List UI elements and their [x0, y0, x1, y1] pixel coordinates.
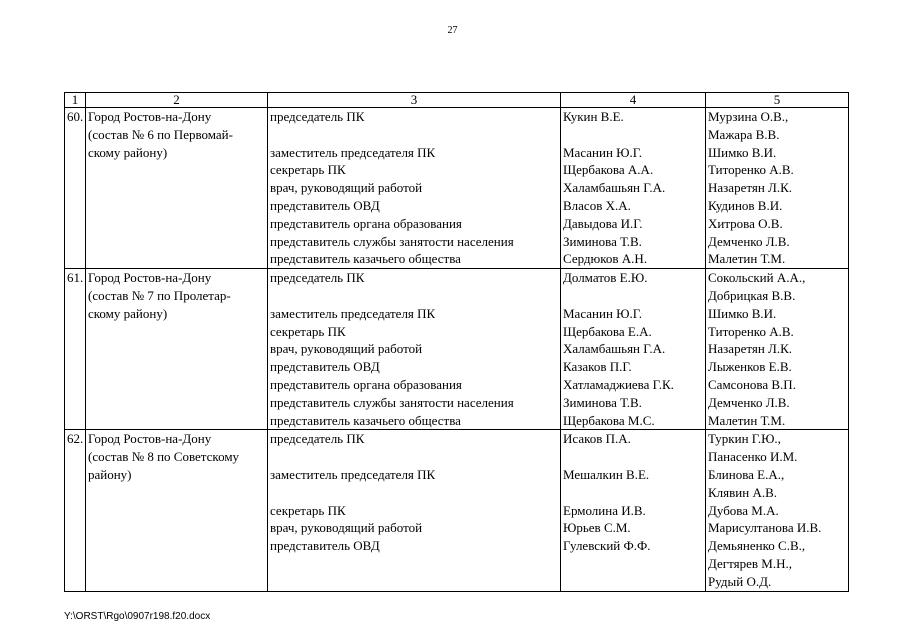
- table-row: [65, 108, 849, 269]
- role-line: [270, 126, 558, 144]
- member-line: Власов Х.А.: [563, 197, 631, 213]
- member-line: Халамбашьян Г.А.: [563, 180, 666, 196]
- reserve-line: Демьяненко С.В.,: [708, 538, 806, 554]
- reserve-line: Хитрова О.В.: [708, 215, 783, 231]
- role-line: председатель ПК: [270, 270, 365, 286]
- column-header: 2: [86, 93, 268, 108]
- location-line: Город Ростов-на-Дону: [88, 270, 212, 286]
- place-cell: [86, 430, 268, 591]
- table-header-row: [65, 93, 849, 108]
- column-header: 1: [65, 93, 86, 108]
- member-line: Масанин Ю.Г.: [563, 144, 643, 160]
- role-line: [270, 448, 558, 466]
- place-cell: [86, 269, 268, 430]
- role-line: представитель службы занятости населения: [270, 233, 514, 249]
- location-line: Город Ростов-на-Дону: [88, 431, 212, 447]
- member-line: [563, 448, 703, 466]
- member-line: Зиминова Т.В.: [563, 233, 642, 249]
- member-line: Щербакова А.А.: [563, 162, 654, 178]
- reserve-line: Добрицкая В.В.: [708, 287, 796, 303]
- reserve-line: Демченко Л.В.: [708, 394, 790, 410]
- roles-cell: [268, 430, 561, 591]
- role-line: [270, 287, 558, 305]
- role-line: представитель ОВД: [270, 197, 380, 213]
- member-line: [563, 573, 703, 591]
- role-line: председатель ПК: [270, 109, 365, 124]
- role-line: представитель органа образования: [270, 376, 462, 392]
- table-row: [65, 269, 849, 430]
- row-number: [65, 430, 86, 591]
- reserves-cell: [706, 108, 849, 269]
- member-line: Хатламаджиева Г.К.: [563, 376, 674, 392]
- member-line: Зиминова Т.В.: [563, 394, 642, 410]
- role-line: [270, 573, 558, 591]
- role-line: врач, руководящий работой: [270, 180, 423, 196]
- reserve-line: Дегтярев М.Н.,: [708, 555, 792, 571]
- reserve-line: Назаретян Л.К.: [708, 180, 793, 196]
- role-line: врач, руководящий работой: [270, 520, 423, 536]
- location-line: (состав № 7 по Пролетар-: [88, 287, 231, 303]
- role-line: представитель органа образования: [270, 215, 462, 231]
- table-body: [65, 108, 849, 592]
- reserve-line: Мажара В.В.: [708, 126, 780, 142]
- member-line: Юрьев С.М.: [563, 520, 631, 536]
- reserve-line: Рудый О.Д.: [708, 573, 772, 589]
- role-line: председатель ПК: [270, 431, 365, 447]
- reserve-line: Титоренко А.В.: [708, 323, 794, 339]
- member-line: Сердюков А.Н.: [563, 251, 648, 267]
- table-row: [65, 430, 849, 591]
- role-line: заместитель председателя ПК: [270, 144, 436, 160]
- commission-table: [64, 92, 849, 592]
- role-line: представитель ОВД: [270, 538, 380, 554]
- role-line: заместитель председателя ПК: [270, 305, 436, 321]
- reserve-line: Шимко В.И.: [708, 144, 777, 160]
- reserve-line: Малетин Т.М.: [708, 412, 786, 428]
- row-number-text: 61.: [67, 270, 84, 286]
- reserve-line: Демченко Л.В.: [708, 233, 790, 249]
- reserve-line: Панасенко И.М.: [708, 449, 798, 465]
- location-line: скому району): [88, 144, 168, 160]
- location-line: скому району): [88, 305, 168, 321]
- roles-cell: [268, 108, 561, 269]
- file-path-footer: Y:\ORST\Rgo\0907r198.f20.docx: [64, 611, 211, 622]
- role-line: секретарь ПК: [270, 323, 346, 339]
- role-line: представитель казачьего общества: [270, 251, 461, 267]
- role-line: [270, 484, 558, 502]
- location-line: (состав № 6 по Первомай-: [88, 126, 233, 142]
- role-line: представитель службы занятости населения: [270, 394, 514, 410]
- reserve-line: Блинова Е.А.,: [708, 466, 785, 482]
- member-line: Мешалкин В.Е.: [563, 466, 650, 482]
- member-line: [563, 484, 703, 502]
- members-cell: [561, 430, 706, 591]
- reserve-line: Титоренко А.В.: [708, 162, 794, 178]
- member-line: Долматов Е.Ю.: [563, 270, 648, 286]
- reserve-line: Сокольский А.А.,: [708, 270, 806, 286]
- column-header: 5: [706, 93, 849, 108]
- location-line: району): [88, 466, 132, 482]
- reserve-line: Дубова М.А.: [708, 502, 779, 518]
- members-cell: [561, 108, 706, 269]
- member-line: [563, 126, 703, 144]
- member-line: [563, 287, 703, 305]
- reserve-line: Клявин А.В.: [708, 484, 777, 500]
- member-line: Ермолина И.В.: [563, 502, 646, 518]
- role-line: секретарь ПК: [270, 162, 346, 178]
- role-line: представитель ОВД: [270, 359, 380, 375]
- row-number: [65, 269, 86, 430]
- reserves-cell: [706, 269, 849, 430]
- role-line: врач, руководящий работой: [270, 341, 423, 357]
- reserve-line: Туркин Г.Ю.,: [708, 431, 781, 447]
- member-line: Щербакова Е.А.: [563, 323, 652, 339]
- reserve-line: Малетин Т.М.: [708, 251, 786, 267]
- member-line: [563, 555, 703, 573]
- members-cell: [561, 269, 706, 430]
- member-line: Казаков П.Г.: [563, 359, 632, 375]
- member-line: Щербакова М.С.: [563, 412, 655, 428]
- roles-cell: [268, 269, 561, 430]
- reserve-line: Кудинов В.И.: [708, 197, 783, 213]
- role-line: заместитель председателя ПК: [270, 466, 436, 482]
- reserves-cell: [706, 430, 849, 591]
- place-cell: [86, 108, 268, 269]
- page-number: 27: [447, 25, 458, 36]
- location-line: (состав № 8 по Советскому: [88, 449, 240, 465]
- member-line: Халамбашьян Г.А.: [563, 341, 666, 357]
- reserve-line: Самсонова В.П.: [708, 376, 796, 392]
- row-number-text: 60.: [67, 109, 84, 124]
- member-line: Масанин Ю.Г.: [563, 305, 643, 321]
- location-line: Город Ростов-на-Дону: [88, 109, 212, 124]
- member-line: Давыдова И.Г.: [563, 215, 643, 231]
- reserve-line: Марисултанова И.В.: [708, 520, 822, 536]
- reserve-line: Назаретян Л.К.: [708, 341, 793, 357]
- reserve-line: Лыженков Е.В.: [708, 359, 792, 375]
- role-line: секретарь ПК: [270, 502, 346, 518]
- reserve-line: Шимко В.И.: [708, 305, 777, 321]
- reserve-line: Мурзина О.В.,: [708, 109, 789, 124]
- member-line: Гулевский Ф.Ф.: [563, 538, 651, 554]
- member-line: Исаков П.А.: [563, 431, 631, 447]
- role-line: [270, 555, 558, 573]
- row-number: [65, 108, 86, 269]
- member-line: Кукин В.Е.: [563, 109, 624, 124]
- column-header: 4: [561, 93, 706, 108]
- row-number-text: 62.: [67, 431, 84, 447]
- column-header: 3: [268, 93, 561, 108]
- role-line: представитель казачьего общества: [270, 412, 461, 428]
